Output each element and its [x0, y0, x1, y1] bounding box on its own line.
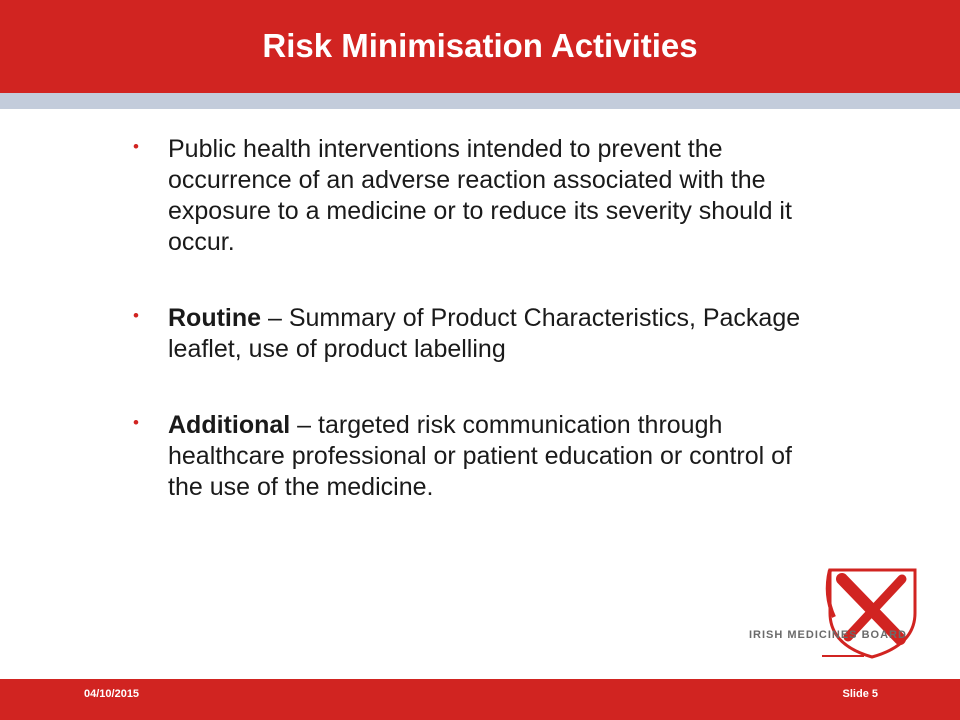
slide-title: Risk Minimisation Activities [262, 27, 698, 64]
bullet-term: Additional [168, 411, 291, 439]
bullet-list [133, 134, 833, 503]
bullet-separator: – [290, 411, 319, 439]
bullet-item [133, 410, 833, 503]
logo-text: IRISH MEDICINES BOARD [749, 629, 907, 641]
saltire-shield-icon [820, 565, 930, 660]
bullet-dot-icon: • [133, 306, 139, 325]
title-stripe [0, 93, 960, 109]
bullet-dot-icon: • [133, 137, 139, 156]
bullet-item [133, 134, 833, 258]
bullet-term: Routine [168, 304, 262, 332]
bullet-separator: – [261, 304, 289, 332]
bullet-text: targeted risk communication through healthcare professional or patient education or control of the use of the medicine. [168, 411, 792, 501]
bullet-dot-icon: • [133, 413, 139, 432]
bullet-text: Public health interventions intended to prevent the occurrence of an adverse reaction associated with the exposure to a medicine or to reduce its severity should it occur. [168, 135, 792, 256]
slide-number: Slide 5 [842, 688, 878, 700]
logo-underline [822, 655, 864, 657]
bullet-text: Summary of Product Characteristics, Package leaflet, use of product labelling [168, 304, 801, 363]
footer-date: 04/10/2015 [84, 688, 140, 700]
footer-bar [0, 679, 960, 720]
bullet-item [133, 303, 833, 365]
